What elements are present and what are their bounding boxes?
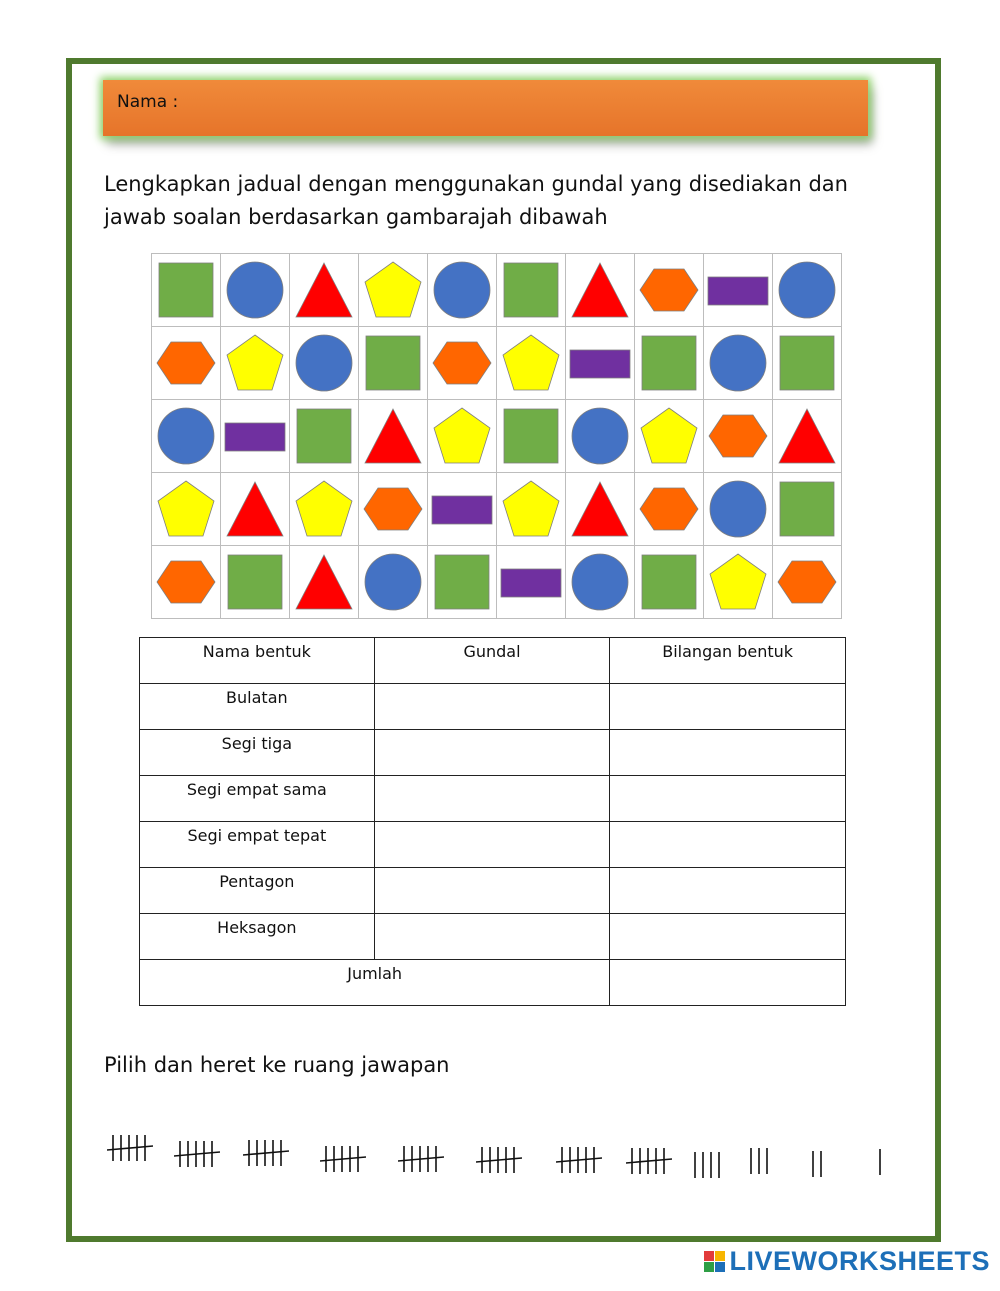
grid-cell [152,473,221,546]
grid-cell [566,546,635,619]
grid-cell [635,473,704,546]
square-icon [776,332,838,394]
tally-cross-stroke [320,1157,366,1161]
grid-cell [221,327,290,400]
grid-cell [290,473,359,546]
grid-cell [290,327,359,400]
liveworksheets-logo-icon [704,1251,725,1272]
tally-drop-cell[interactable] [374,822,610,868]
grid-cell [428,546,497,619]
tally-mark-option[interactable] [626,1146,672,1178]
grid-cell [497,400,566,473]
grid-cell [221,546,290,619]
row-label: Segi tiga [140,730,375,776]
grid-row [152,473,842,546]
grid-cell [635,254,704,327]
rectangle-icon [500,551,562,613]
grid-cell [497,327,566,400]
name-label: Nama : [117,92,179,112]
tally-mark-option[interactable] [243,1138,289,1170]
hexagon-icon [155,551,217,613]
row-label: Bulatan [140,684,375,730]
triangle-icon [224,478,286,540]
grid-cell [704,254,773,327]
grid-row [152,254,842,327]
grid-cell [359,473,428,546]
square-icon [155,259,217,321]
grid-cell [290,400,359,473]
grid-cell [497,473,566,546]
footer-logo [704,1246,990,1277]
circle-icon [293,332,355,394]
grid-cell [497,546,566,619]
tally-drop-cell[interactable] [374,868,610,914]
square-icon [500,405,562,467]
pentagon-icon [362,259,424,321]
grid-cell [152,254,221,327]
row-label: Segi empat sama [140,776,375,822]
tally-mark-option[interactable] [476,1145,522,1177]
tally-cross-stroke [476,1158,522,1162]
tally-mark-option[interactable] [174,1139,220,1171]
header-count: Bilangan bentuk [610,638,846,684]
count-input-cell[interactable] [610,868,846,914]
square-icon [293,405,355,467]
grid-cell [773,254,842,327]
grid-cell [221,254,290,327]
header-shape-name: Nama bentuk [140,638,375,684]
tally-mark-option[interactable] [877,1147,890,1179]
grid-cell [635,327,704,400]
grid-cell [773,327,842,400]
hexagon-icon [776,551,838,613]
grid-cell [428,327,497,400]
grid-cell [635,546,704,619]
circle-icon [569,551,631,613]
triangle-icon [569,478,631,540]
count-input-cell[interactable] [610,730,846,776]
hexagon-icon [362,478,424,540]
square-icon [638,551,700,613]
tally-cross-stroke [174,1152,220,1156]
count-input-cell[interactable] [610,914,846,960]
grid-cell [704,400,773,473]
circle-icon [362,551,424,613]
tally-mark-option[interactable] [320,1144,366,1176]
grid-cell [290,546,359,619]
grid-row [152,327,842,400]
total-input-cell[interactable] [610,960,846,1006]
grid-cell [359,327,428,400]
grid-cell [152,400,221,473]
tally-cross-stroke [107,1146,153,1150]
table-row [140,684,846,730]
grid-cell [428,400,497,473]
triangle-icon [293,259,355,321]
grid-cell [566,473,635,546]
pentagon-icon [638,405,700,467]
pentagon-icon [707,551,769,613]
hexagon-icon [155,332,217,394]
brand-name: LIVEWORKSHEETS [729,1246,990,1276]
count-input-cell[interactable] [610,822,846,868]
hexagon-icon [707,405,769,467]
pentagon-icon [293,478,355,540]
grid-cell [152,327,221,400]
tally-mark-option[interactable] [398,1144,444,1176]
square-icon [500,259,562,321]
circle-icon [707,332,769,394]
count-input-cell[interactable] [610,776,846,822]
table-total-row [140,960,846,1006]
tally-drop-cell[interactable] [374,776,610,822]
tally-cross-stroke [398,1157,444,1161]
table-row [140,868,846,914]
circle-icon [776,259,838,321]
grid-cell [221,473,290,546]
tally-table [139,637,846,1006]
grid-cell [635,400,704,473]
grid-cell [566,327,635,400]
triangle-icon [569,259,631,321]
header-tally: Gundal [374,638,610,684]
grid-row [152,400,842,473]
grid-cell [221,400,290,473]
tally-cross-stroke [626,1159,672,1163]
grid-cell [359,254,428,327]
square-icon [638,332,700,394]
total-label: Jumlah [140,960,610,1006]
tally-cross-stroke [556,1158,602,1162]
tally-drop-cell[interactable] [374,684,610,730]
tally-options [0,1125,1000,1185]
tally-mark-option[interactable] [692,1150,732,1182]
pentagon-icon [224,332,286,394]
shape-grid [151,253,842,619]
grid-cell [773,473,842,546]
square-icon [224,551,286,613]
grid-cell [290,254,359,327]
table-row [140,776,846,822]
pentagon-icon [155,478,217,540]
grid-cell [428,473,497,546]
drag-prompt: Pilih dan heret ke ruang jawapan [104,1053,450,1077]
tally-drop-cell[interactable] [374,730,610,776]
pentagon-icon [500,332,562,394]
rectangle-icon [707,259,769,321]
grid-cell [359,400,428,473]
rectangle-icon [431,478,493,540]
grid-cell [773,400,842,473]
pentagon-icon [500,478,562,540]
table-row [140,914,846,960]
row-label: Segi empat tepat [140,822,375,868]
triangle-icon [293,551,355,613]
tally-mark-option[interactable] [556,1145,602,1177]
grid-cell [359,546,428,619]
instruction-text: Lengkapkan jadual dengan menggunakan gundal yang disediakan dan jawab soalan berdasarkan gambarajah dibawah [104,172,848,229]
tally-cross-stroke [243,1151,289,1155]
circle-icon [569,405,631,467]
hexagon-icon [431,332,493,394]
hexagon-icon [638,478,700,540]
hexagon-icon [638,259,700,321]
grid-cell [704,327,773,400]
table-row [140,730,846,776]
grid-row [152,546,842,619]
grid-cell [566,254,635,327]
tally-mark-option[interactable] [748,1146,779,1178]
grid-cell [704,546,773,619]
pentagon-icon [431,405,493,467]
tally-mark-option[interactable] [810,1149,832,1181]
triangle-icon [362,405,424,467]
table-row [140,822,846,868]
grid-cell [773,546,842,619]
square-icon [431,551,493,613]
row-label: Pentagon [140,868,375,914]
rectangle-icon [224,405,286,467]
name-bar[interactable] [103,80,868,136]
grid-cell [152,546,221,619]
grid-cell [704,473,773,546]
grid-cell [566,400,635,473]
triangle-icon [776,405,838,467]
square-icon [362,332,424,394]
row-label: Heksagon [140,914,375,960]
rectangle-icon [569,332,631,394]
circle-icon [707,478,769,540]
tally-mark-option[interactable] [107,1133,153,1165]
grid-cell [428,254,497,327]
tally-drop-cell[interactable] [374,914,610,960]
count-input-cell[interactable] [610,684,846,730]
grid-cell [497,254,566,327]
table-header-row [140,638,846,684]
circle-icon [155,405,217,467]
square-icon [776,478,838,540]
circle-icon [431,259,493,321]
circle-icon [224,259,286,321]
